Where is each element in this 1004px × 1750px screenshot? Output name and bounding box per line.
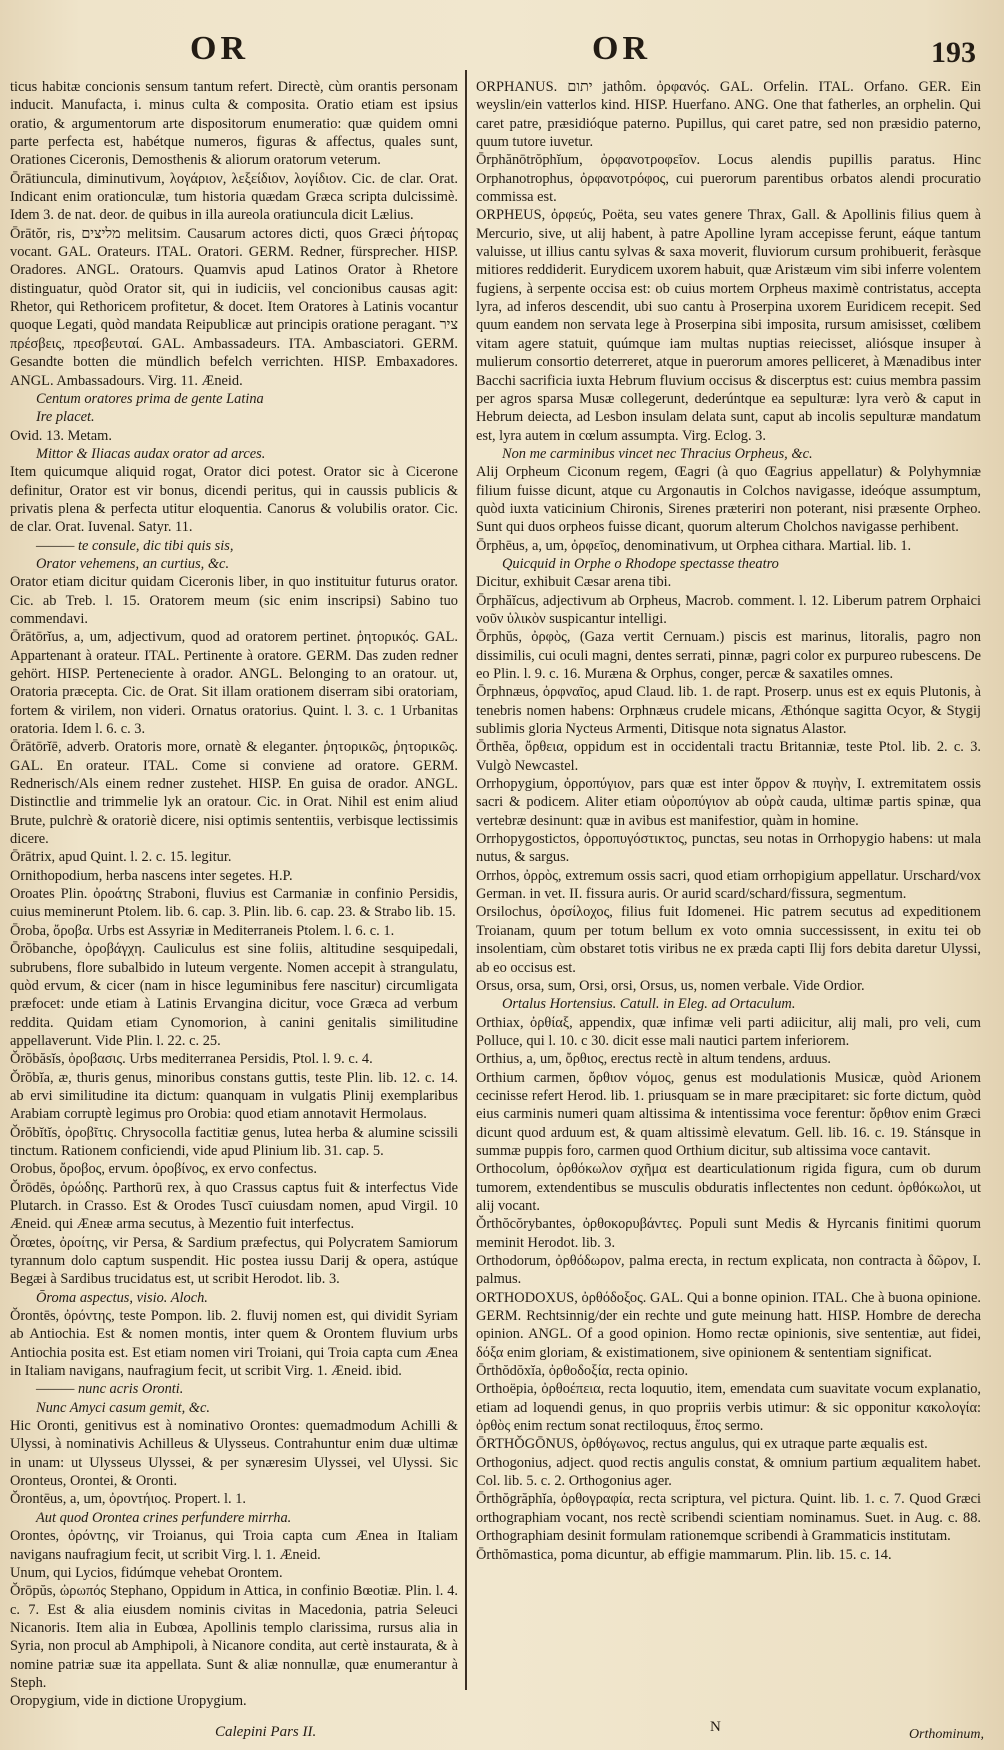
- right-column-entry: Ōrthŏmastica, poma dicuntur, ab effigie mammarum. Plin. lib. 15. c. 14.: [476, 1546, 892, 1563]
- left-column-entry: Orobus, ὄροβος, ervum. ὀροβίνος, ex ervo confectus.: [10, 1161, 317, 1178]
- left-column-entry: Mittor & Iliacas audax orator ad arces.: [36, 445, 266, 462]
- left-column-entry: Centum oratores prima de gente Latina: [36, 390, 264, 407]
- left-column-entry: Ŏrŏbĭtĭs, ὀροβῖτις. Chrysocolla factitiæ genus, lutea herba & alumine scissili tinctum. Rationem conficiendi, vide apud Plinium lib. 31. cap. 5.: [10, 1124, 458, 1159]
- left-column-entry: Ŏrŏbăsĭs, ὀροβασις. Urbs mediterranea Persidis, Ptol. l. 9. c. 4.: [10, 1051, 373, 1068]
- right-column-entry: Non me carminibus vincet nec Thracius Orpheus, &c.: [502, 445, 813, 462]
- right-column-entry: Alij Orpheum Ciconum regem, Œagri (à quo Œagrius appellatur) & Polyhymniæ filium fuisse dicunt, atque cu Argonautis in Colchos navigasse, ideóque assumptum, quòd iuxta vaticinium Chironis, Sirenes præteriri non poterant, nisi præsente Orpheo. Sunt qui duos orpheos fuisse dicant, quorum alterum Cholchos navigasse perhibent.: [476, 464, 981, 536]
- right-column-entry: Ŏrthŏcŏrybantes, ὀρθοκορυβάντες. Populi sunt Medis & Hyrcanis finitimi quorum meminit Herodot. lib. 3.: [476, 1216, 981, 1251]
- footer-signature-mark: N: [710, 1719, 721, 1735]
- left-header-title: OR: [190, 30, 249, 67]
- left-column-entry: Oroates Plin. ὀροάτης Straboni, fluvius est Carmaniæ in confinio Persidis, cuius meminerunt Ptolem. lib. 6. cap. 3. Plin. lib. 6. cap. 23. & Strabo lib. 15.: [10, 886, 458, 921]
- left-column-entry: Ŏrœtes, ὀροίτης, vir Persa, & Sardium præfectus, qui Polycratem Samiorum tyrannum dolo captum suspendit. Hic postea iussu Darij & opera, astúque Begæi à Sardibus trucidatus est, ut scribit Herodot. lib. 3.: [10, 1234, 458, 1288]
- left-column-entry: Hic Oronti, genitivus est à nominativo Orontes: quemadmodum Achilli & Ulyssi, à nominativis Achilleus & Ulysseus. Contrahuntur enim duæ ultimæ in unam: ut Ulysseus Ulyssei, & per synæresim Ulyssei, vel Ulyssi. Sic Oronteus, Orontei, & Oronti.: [10, 1418, 458, 1490]
- left-column-entry: Ŏrōdēs, ὀρώδης. Parthorū rex, à quo Crassus captus fuit & interfectus Vide Plutarch. in Crasso. Est & Orodes Tuscī cuiusdam nomen, apud Virgil. 10 Æneid. qui Æneæ arma secutus, à Mezentio fuit interfectus.: [10, 1179, 458, 1233]
- right-column-entry: Orthium carmen, ὄρθιον νόμος, genus est modulationis Musicæ, quòd Arionem cecinisse refert Herod. lib. 1. priusquam se in mare præcipitaret: sic forte dictum, quòd eius carminis numeri quam altissima & intentissima voce ferentur: ὄρθιον enim Græci dicunt quod arduum est, & quam altissimè elevatum. Gell. lib. 16. c. 19. Stánsque in summæ puppis foro, carmen quod Orthium dicitur, sub altissima voce cantavit.: [476, 1069, 981, 1159]
- left-column-entry: Ŏrontēs, ὀρόντης, teste Pompon. lib. 2. fluvij nomen est, qui dividit Syriam ab Antiochia. Est & nomen montis, inter quem & Orontem fluvium urbs Antiochia posita est. Est etiam nomen viri Troiani, qui Troia capta cum Ænea in Italiam navigans, naufragium fecit, ut scribit Virg. 1. Æneid. ibid.: [10, 1308, 458, 1380]
- right-column-entry: Dicitur, exhibuit Cæsar arena tibi.: [476, 574, 672, 591]
- right-column-entry: Orthogonius, adject. quod rectis angulis constat, & omnium partium æqualitem habet. Col. lib. 5. c. 2. Orthogonius ager.: [476, 1454, 981, 1490]
- right-column: [476, 78, 981, 1564]
- left-column-entry: Ŏrŏbĭa, æ, thuris genus, minoribus constans guttis, teste Plin. lib. 12. c. 14. ab ervi similitudine ita dictum: quanquam in vulgatis Plinij exemplaribus Arabiam corruptè legimus pro Orobia: quod etiam annotavit Hermolaus.: [10, 1069, 458, 1123]
- right-column-entry: Ōrphēus, a, um, ὀρφεῖος, denominativum, ut Orphea cithara. Martial. lib. 1.: [476, 537, 912, 554]
- left-column-entry: Nunc Amyci casum gemit, &c.: [36, 1399, 210, 1416]
- right-column-entry: ORPHANUS. יתום jathôm. ὀρφανός. GAL. Orfelin. ITAL. Orfano. GER. Ein weyslin/ein vatterlos kind. HISP. Huerfano. ANG. One that fatherles, an orphelin. Qui caret patre, præsidióque paterno. Pupillus, qui caret patre, sed non præsidio paterno, quum tutore iuvetur.: [476, 79, 981, 151]
- right-column-entry: Ortalus Hortensius. Catull. in Eleg. ad Ortaculum.: [502, 996, 796, 1013]
- right-column-entry: Orsus, orsa, sum, Orsi, orsi, Orsus, us, nomen verbale. Vide Ordior.: [476, 977, 865, 994]
- left-column-entry: Ōrātōrĭus, a, um, adjectivum, quod ad oratorem pertinet. ῥητορικός. GAL. Appartenant à orateur. ITAL. Pertinente à oratore. GERM. Das zuden redner gehört. HISP. Perteneciente à orador. ANGL. Belonging to an oratour. ut, Oratoria præcepta. Cic. de Orat. Sit illam orationem diserram sibi oratoriam, fortem & virilem, non videri. Ornatus oratorius. Quint. l. 3. c. 1 Urbanitas oratoria. Idem l. 6. c. 3.: [10, 629, 458, 738]
- footer-catchword: Orthominum,: [908, 1727, 984, 1742]
- left-column-entry: Ŏrontēus, a, um, ὀροντήιος. Propert. l. 1.: [10, 1491, 247, 1508]
- right-column-entry: Orrhopygium, ὀρροπύγιον, pars quæ est inter ὄρρον & πυγὴν, I. extremitatem ossis sacri & podicem. Aliter etiam οὐροπύγιον ab οὐρὰ cauda, ultimæ partis spinæ, qua vertebræ desinunt: quæ in avibus est manifestior, quàm in homine.: [476, 776, 981, 829]
- right-column-entry: Ōrthŏgrăphĭa, ὀρθογραφία, recta scriptura, vel pictura. Quint. lib. 1. c. 7. Quod Græci orthographiam vocant, nos rectè scribendi scientiam nominamus. Suet. in Aug. c. 88. Orthographiam desinit formulam rationemque scribendi à Grammaticis institutam.: [476, 1491, 981, 1545]
- left-column-entry: Ōrātiuncula, diminutivum, λογάριον, λεξείδιον, λογίδιον. Cic. de clar. Orat. Indicant enim orationculæ, tum historia quædam Græca scripta dulcissimè. Idem 3. de nat. deor. de quibus in illa aureola oratiuncula dicit Lælius.: [10, 170, 458, 224]
- right-column-entry: Orthoëpia, ὀρθοέπεια, recta loquutio, item, emendata cum suavitate vocum explanatio, etiam ad loquendi genus, in quo propriis verbis utimur: & sic opponitur κακολογία: ὀρθὸς enim rectum sonat rectiloquus, ἔπος sermo.: [476, 1381, 981, 1435]
- left-column-entry: Item quicumque aliquid rogat, Orator dici potest. Orator sic à Cicerone definitur, Orator est vir bonus, dicendi peritus, qui in caussis publicis & privatis plena & perfecta utitur eloquentia. Canorus & volubilis orator. Cic. de clar. Orat. Iuvenal. Satyr. 11.: [10, 464, 458, 536]
- left-column-entry: Ornithopodium, herba nascens inter segetes. H.P.: [10, 867, 293, 884]
- left-column-entry: Ōrātrix, apud Quint. l. 2. c. 15. legitur.: [10, 849, 232, 866]
- left-column-entry: ——— nunc acris Oronti.: [36, 1381, 184, 1398]
- right-column-entry: ORPHEUS, ὀρφεύς, Poëta, seu vates genere Thrax, Gall. & Apollinis filius quem à Mercurio, sive, ut alij habent, à patre Apolline lyram accepisse ferunt, eáque tantum valuisse, ut illius cantu sylvas & saxa moverit, fluviorum cursum prohibuerit, feràsque mitiores reddiderit. Eurydicem uxorem habuit, quæ Aristæum vim sibi inferre volentem fugiens, à serpente occisa est: ob cuius mortem Orpheus maximè contristatus, accepta lyra, ad inferos descendit, ubi suo cantu à Proserpina uxorem Euridicem recepit. Sed quum eandem non servata lege à Proserpina sibi imposita, rursum amisisset, cœlibem vitam agere statuit, quúmque iam multas nuptias reiecisset, aliósque insuper à mulierum consortio deterreret, atque in puerorum amores pelliceret, à Mænadibus inter Bacchi sacrificia iuxta Hebrum fluvium occisus & discerptus est: cuius membra passim per agros sparsa Musæ collegerunt, dederúntque ea sepulturæ: lyra verò & caput in Hebrum deiecta, ad Lesbon insulam delata sunt, caput ab incolis sepulturæ mandatum est, lyra autem in cœlum assumpta. Virg. Eclog. 3.: [476, 207, 981, 444]
- left-column-entry: ——— te consule, dic tibi quis sis,: [36, 537, 234, 554]
- right-column-entry: Ōrthŏdŏxĭa, ὀρθοδοξία, recta opinio.: [476, 1363, 689, 1380]
- left-column-entry: Unum, qui Lycios, fidúmque vehebat Orontem.: [10, 1564, 283, 1581]
- right-column-entry: ORTHODOXUS, ὀρθόδοξος. GAL. Qui a bonne opinion. ITAL. Che à buona opinione. GERM. Rechtsinnig/der ein rechte und gute meinung hatt. HISP. Hombre de derecha opinion. ANGL. Of a good opinion. Homo rectæ opinionis, sive sententiæ, aut fidei, δόξα enim gloriam, & existimationem, sive opinionem & sententiam significat.: [476, 1289, 981, 1361]
- right-column-entry: Quicquid in Orphe o Rhodope spectasse theatro: [502, 555, 779, 572]
- left-column-entry: Ōrātŏr, ris, מליצים melitsim. Causarum actores dicti, quos Græci ῥήτορας vocant. GAL. Orateurs. ITAL. Oratori. GERM. Redner, fürsprecher. HISP. Oradores. ANGL. Oratours. Quamvis apud Latinos Orator à Rhetore distinguatur, quòd Orator sit, qui in iudiciis, vel concionibus causas agit: Rhetor, qui Rethoricem profitetur, & docet. Item Oratores à Latinis vocantur quoque Legati, quòd mandata Reipublicæ aut principis oratione peragant. ציר πρέσβεις, πρεσβευταί. GAL. Ambassadeurs. ITA. Ambasciatori. GERM. Gesandte botten die mündlich befelch verrichten. HISP. Embaxadores. ANGL. Ambassadours. Virg. 11. Æneid.: [10, 225, 458, 389]
- right-column-entry: Orthius, a, um, ὄρθιος, erectus rectè in altum tendens, arduus.: [476, 1051, 831, 1068]
- column-divider: [465, 70, 467, 1690]
- right-header-title: OR: [592, 30, 651, 67]
- right-column-entry: Ōrphănōtrŏphĭum, ὀρφανοτροφεῖον. Locus alendis pupillis paratus. Hinc Orphanotrophus, ὀρφανοτρόφος, cui puerorum parentibus orbatos alendi procuratio commissa est.: [476, 152, 981, 206]
- right-column-entry: Ōrphnæus, ὀρφναῖος, apud Claud. lib. 1. de rapt. Proserp. unus est ex equis Plutonis, à tenebris nomen habens: Orphnæus crudele micans, Æthónque sagitta Ocyor, & Stygij sublimis gloria Nycteus Armenti, Ditisque nota signatus Alastor.: [476, 684, 981, 738]
- left-column-entry: Aut quod Orontea crines perfundere mirrha.: [36, 1509, 292, 1526]
- right-column-entry: Orthocolum, ὀρθόκωλον σχῆμα est dearticulationum rigida figura, cum ob durum tumorem, extendentibus se musculis obduratis inflectentes non cedunt. ὀρθόκωλοι, ut alij vocant.: [476, 1161, 981, 1214]
- left-column-entry: Ōroma aspectus, visio. Aloch.: [36, 1289, 208, 1306]
- left-column-entry: Orator etiam dicitur quidam Ciceronis liber, in quo instituitur futurus orator. Cic. ab Treb. l. 15. Oratorem meum (sic enim inscripsi) Sabino tuo commendavi.: [10, 574, 458, 627]
- left-column-entry: Orator vehemens, an curtius, &c.: [36, 555, 230, 572]
- left-column-entry: Ŏrōpŭs, ὠρωπός Stephano, Oppidum in Attica, in confinio Bœotiæ. Plin. l. 4. c. 7. Est & alia eiusdem nominis civitas in Macedonia, patria Seleuci Nicanoris. Item alia in Eubœa, Apollinis templo clarissima, rursus alia in Syria, non procul ab Amphipoli, à Nicanore condita, aut certè instaurata, & à nomine patriæ suæ ita appellata. Sunt & aliæ nonnullæ, quæ enumerantur à Steph.: [10, 1583, 458, 1691]
- left-column-entry: ticus habitæ concionis sensum tantum refert. Directè, cùm orantis personam inducit. Manufacta, i. minus culta & composita. Oratio etiam est ipsius oratio, & argumentorum arte dispositorum enumeratio: quæ quidem omni parte perfecta est, habétque numeros, figuras & affectus, quales sunt, Orationes Ciceronis, Demosthenis & aliorum oratorum veterum.: [10, 79, 458, 169]
- right-column-entry: Orsilochus, ὀρσίλοχος, filius fuit Idomenei. Hic patrem secutus ad expeditionem Troianam, quum per totum bellum ex voto omnia successissent, in exitu tei ob insolentiam, cùm obstaret totis viribus ne ex præda capti Ilij fors debita daretur Ulyssi, ab eo occisus est.: [476, 904, 981, 976]
- left-column-entry: Ire placet.: [36, 409, 95, 426]
- right-column-entry: Ōrthĕa, ὄρθεια, oppidum est in occidentali tractu Britanniæ, teste Ptol. lib. 2. c. 3. Vulgò Newcastel.: [476, 739, 981, 774]
- right-column-entry: Ōrphăĭcus, adjectivum ab Orpheus, Macrob. comment. l. 12. Liberum patrem Orphaici νοῦν ὑλικὸν suspicantur intelligi.: [476, 592, 981, 627]
- right-column-entry: Orrhos, ὀρρὸς, extremum ossis sacri, quod etiam orrhopigium appellatur. Urschard/vox German. in vet. II. fissura auris. Or aurid scard/schard/fissura, segmentum.: [476, 867, 981, 903]
- left-column: [10, 78, 458, 1711]
- left-column-entry: Oropygium, vide in dictione Uropygium.: [10, 1693, 247, 1710]
- left-column-entry: Ōrātōrĭē, adverb. Oratoris more, ornatè & eleganter. ῥητορικῶς, ῥητορικῶς. GAL. En orateur. ITAL. Come si conviene ad oratore. GERM. Rednerisch/Als einem redner zustehet. HISP. En guisa de orador. ANGL. Distinctlie and trimmelie lyk an oratour. Cic. in Orat. Nihil est enim aliud Brute, pulchrè & oratoriè dicere, nisi optimis sententiis, verbisque lectissimis dicere.: [10, 739, 458, 848]
- left-column-entry: Ōrŏbanche, ὀροβάγχη. Cauliculus est sine foliis, altitudine sesquipedali, subrubens, flore subalbido in luteum vergente. Nomen accepit à strangulatu, quòd ervum, & cicer (nam in hisce leguminibus fere nascitur) circumligata præfocet: unde etiam à Latinis Ervangina dicitur, voce Græca ad verbum reddita. Quidam etiam Cynomorion, à canini genitalis similitudine appellaverunt. Vide Plin. l. 22. c. 25.: [10, 941, 458, 1049]
- left-column-entry: Ovid. 13. Metam.: [10, 427, 112, 444]
- right-column-entry: Orrhopygostictos, ὀρροπυγόστικτος, punctas, seu notas in Orrhopygio habens: ut mala nutus, & sargus.: [476, 831, 981, 866]
- right-column-entry: Orthiax, ὀρθίαξ, appendix, quæ infimæ veli parti adiicitur, alij mali, pro veli, cum Polluce, qui l. 10. c 30. dicit esse mali nautici partem inferiorem.: [476, 1014, 981, 1049]
- right-column-entry: ŌRTHŎGŌNUS, ὀρθόγωνος, rectus angulus, qui ex utraque parte æqualis est.: [476, 1436, 928, 1453]
- left-column-entry: Ōroba, ὄροβα. Urbs est Assyriæ in Mediterraneis Ptolem. l. 6. c. 1.: [10, 922, 395, 939]
- right-column-entry: Ōrphŭs, ὀρφὸς, (Gaza vertit Cernuam.) piscis est marinus, litoralis, pagro non dissimilis, cui oculi magni, dentes serrati, pinnæ, pagri color ex purpureo rubescens. De eo Plin. l. 9. c. 16. Muræna & Orphus, conger, percæ & saxatiles omnes.: [476, 629, 981, 682]
- left-column-entry: Orontes, ὀρόντης, vir Troianus, qui Troia capta cum Ænea in Italiam navigans naufragium fecit, ut scribit Virg. l. 1. Æneid.: [10, 1528, 458, 1563]
- right-column-entry: Orthodorum, ὀρθόδωρον, palma erecta, in rectum explicata, non contracta à δῶρον, I. palmus.: [476, 1253, 981, 1288]
- footer-signature-label: Calepini Pars II.: [215, 1724, 317, 1740]
- page-number: 193: [931, 36, 976, 69]
